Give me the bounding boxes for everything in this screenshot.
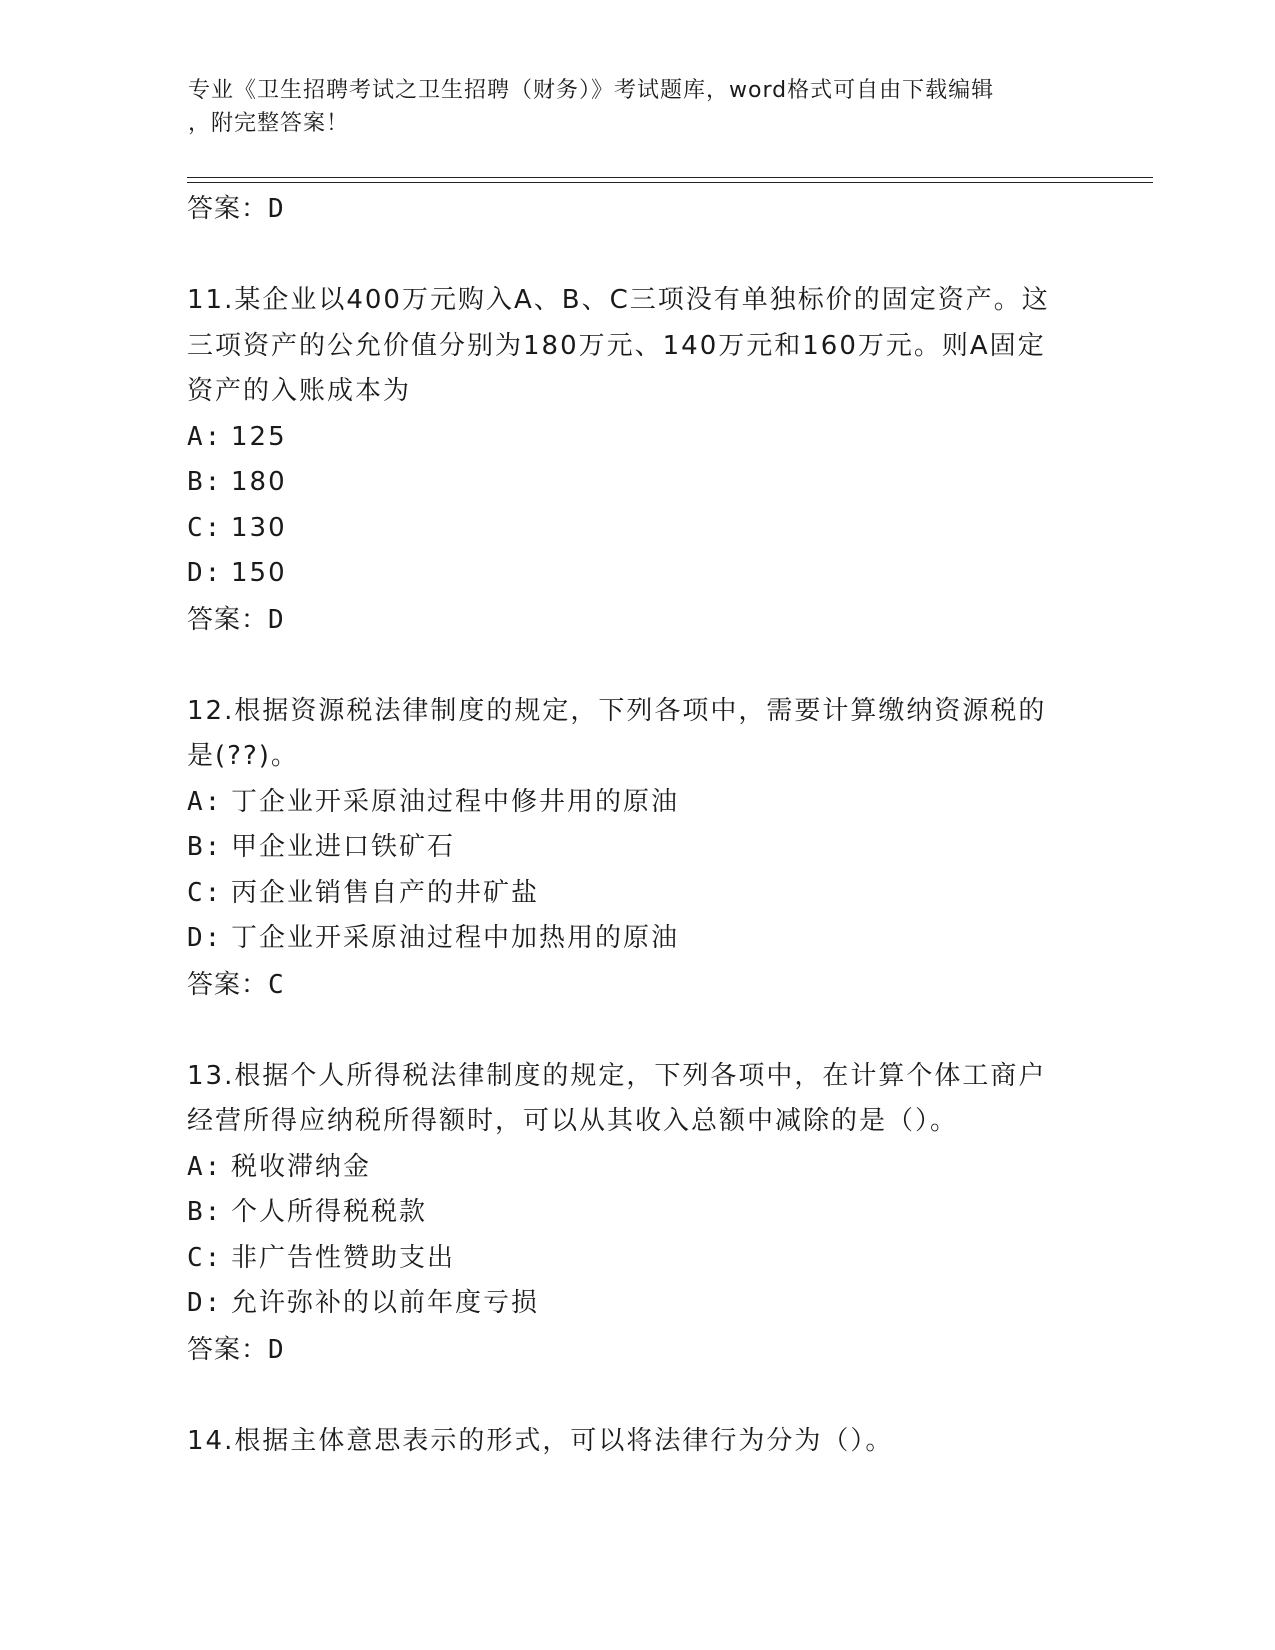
option-text: 125 — [231, 421, 287, 452]
header-line-2: ，附完整答案！ — [188, 111, 350, 136]
answer-line: 答案：D — [187, 604, 285, 635]
question-block — [187, 1054, 1087, 1373]
question-block — [187, 689, 1087, 1008]
stem-line: 三项资产的公允价值分别为180万元、140万元和160万元。则A固定 — [187, 330, 1046, 361]
question-block — [187, 1419, 1087, 1465]
option-key: C: — [187, 512, 223, 543]
option-text: 180 — [231, 467, 287, 497]
document-header — [188, 74, 1068, 140]
option-key: D: — [187, 1288, 223, 1318]
spacer — [187, 643, 1087, 689]
option-text: 税收滞纳金 — [231, 1151, 372, 1182]
header-line-1: 专业《卫生招聘考试之卫生招聘（财务）》考试题库，word格式可自由下载编辑 — [188, 78, 995, 103]
option-text: 130 — [231, 512, 287, 543]
question-list — [187, 186, 1087, 1464]
stem-line: 资产的入账成本为 — [187, 376, 412, 406]
question-stem — [187, 689, 1087, 780]
option-key: A: — [187, 1151, 223, 1182]
question-stem — [187, 278, 1087, 415]
question-stem — [187, 1419, 1087, 1465]
option-d — [187, 551, 1087, 597]
spacer — [187, 232, 1087, 278]
stem-line: 12.根据资源税法律制度的规定，下列各项中，需要计算缴纳资源税的 — [187, 695, 1047, 726]
option-b — [187, 1190, 1087, 1236]
option-key: A: — [187, 421, 223, 452]
answer-line: 答案：C — [187, 969, 285, 1000]
option-key: B: — [187, 467, 223, 497]
option-d — [187, 1281, 1087, 1327]
stem-line: 13.根据个人所得税法律制度的规定，下列各项中，在计算个体工商户 — [187, 1060, 1047, 1091]
option-key: A: — [187, 786, 223, 817]
option-text: 允许弥补的以前年度亏损 — [231, 1288, 540, 1318]
option-key: D: — [187, 558, 223, 588]
option-a — [187, 1145, 1087, 1191]
header-divider-bottom — [187, 182, 1153, 183]
stem-line: 11.某企业以400万元购入A、B、C三项没有单独标价的固定资产。这 — [187, 285, 1050, 315]
option-c — [187, 1236, 1087, 1282]
stem-line: 14.根据主体意思表示的形式，可以将法律行为分为（）。 — [187, 1425, 894, 1456]
option-key: C: — [187, 877, 223, 908]
spacer — [187, 1373, 1087, 1419]
question-stem — [187, 1054, 1087, 1145]
option-text: 丙企业销售自产的井矿盐 — [231, 877, 540, 908]
option-d — [187, 916, 1087, 962]
option-a — [187, 415, 1087, 461]
answer-line: 答案：D — [187, 1334, 285, 1365]
option-c — [187, 871, 1087, 917]
option-text: 个人所得税税款 — [231, 1197, 428, 1227]
option-text: 150 — [231, 558, 287, 588]
option-c — [187, 506, 1087, 552]
option-key: D: — [187, 923, 223, 953]
option-text: 丁企业开采原油过程中修井用的原油 — [231, 786, 680, 817]
option-text: 非广告性赞助支出 — [231, 1242, 456, 1273]
option-b — [187, 825, 1087, 871]
spacer — [187, 1008, 1087, 1054]
answer-line: 答案：D — [187, 194, 285, 224]
header-divider-top — [187, 177, 1153, 178]
option-text: 甲企业进口铁矿石 — [231, 832, 456, 862]
question-block — [187, 278, 1087, 643]
option-text: 丁企业开采原油过程中加热用的原油 — [231, 923, 680, 953]
option-key: B: — [187, 832, 223, 862]
stem-line: 是(??)。 — [187, 741, 299, 771]
option-b — [187, 460, 1087, 506]
option-key: C: — [187, 1242, 223, 1273]
option-a — [187, 780, 1087, 826]
stem-line: 经营所得应纳税所得额时，可以从其收入总额中减除的是（）。 — [187, 1106, 959, 1136]
option-key: B: — [187, 1197, 223, 1227]
